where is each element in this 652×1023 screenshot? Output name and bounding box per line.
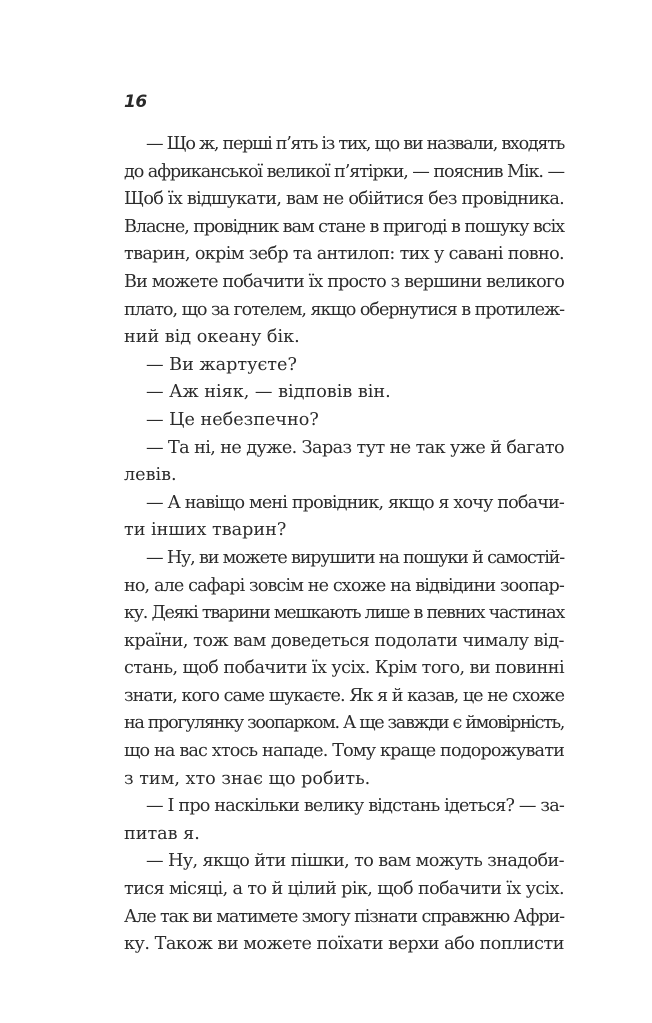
- text-line: Власне, провідник вам стане в пригоді в пошуку всіх: [124, 216, 564, 237]
- text-line: до африканської великої п’ятірки, — пояснив Мік. —: [124, 161, 564, 182]
- text-line: Щоб їх відшукати, вам не обійтися без провідника.: [124, 189, 564, 210]
- text-line: но, але сафарі зовсім не схоже на відвідини зоопар-: [124, 575, 564, 596]
- text-line: — Ну, якщо йти пішки, то вам можуть знадоби-: [146, 851, 564, 872]
- text-line: ти інших тварин?: [124, 520, 287, 541]
- text-line: тварин, окрім зебр та антилоп: тих у савані повно.: [124, 244, 564, 265]
- text-line: — Що ж, перші п’ять із тих, що ви назвали, входять: [146, 134, 564, 154]
- text-line: ку. Також ви можете поїхати верхи або поплисти: [124, 934, 564, 955]
- text-line: з тим, хто знає що робить.: [124, 768, 371, 789]
- text-line: що на вас хтось нападе. Тому краще подорожувати: [124, 741, 564, 762]
- text-line: питав я.: [124, 823, 200, 844]
- text-line: ку. Деякі тварини мешкають лише в певних частинах: [124, 603, 564, 624]
- text-line: ний від океану бік.: [124, 327, 300, 348]
- text-line: на прогулянку зоопарком. А ще завжди є ймовірність,: [124, 713, 564, 734]
- body-text: [124, 131, 564, 959]
- text-line: знати, кого саме шукаєте. Як я й казав, це не схоже: [124, 685, 564, 706]
- text-line: Але так ви матимете змогу пізнати справжню Афри-: [124, 906, 564, 927]
- text-line: — Це небезпечно?: [146, 409, 319, 430]
- text-line: — Ви жартуєте?: [146, 354, 297, 375]
- text-line: — Ну, ви можете вирушити на пошуки й самостій-: [146, 547, 564, 568]
- page-number: 16: [124, 92, 147, 112]
- text-line: країни, тож вам доведеться подолати чималу від-: [124, 630, 564, 651]
- text-line: плато, що за готелем, якщо обернутися в протилеж-: [124, 299, 564, 320]
- text-line: левів.: [124, 465, 177, 486]
- text-line: — Аж ніяк, — відповів він.: [146, 382, 391, 403]
- text-line: Ви можете побачити їх просто з вершини великого: [124, 271, 564, 292]
- text-line: — Та ні, не дуже. Зараз тут не так уже й багато: [146, 437, 564, 458]
- text-line: стань, щоб побачити їх усіх. Крім того, ви повинні: [124, 658, 564, 679]
- text-line: — І про наскільки велику відстань ідеться? — за-: [146, 796, 564, 817]
- text-line: — А навіщо мені провідник, якщо я хочу побачи-: [146, 492, 564, 513]
- text-line: тися місяці, а то й цілий рік, щоб побачити їх усіх.: [124, 879, 564, 900]
